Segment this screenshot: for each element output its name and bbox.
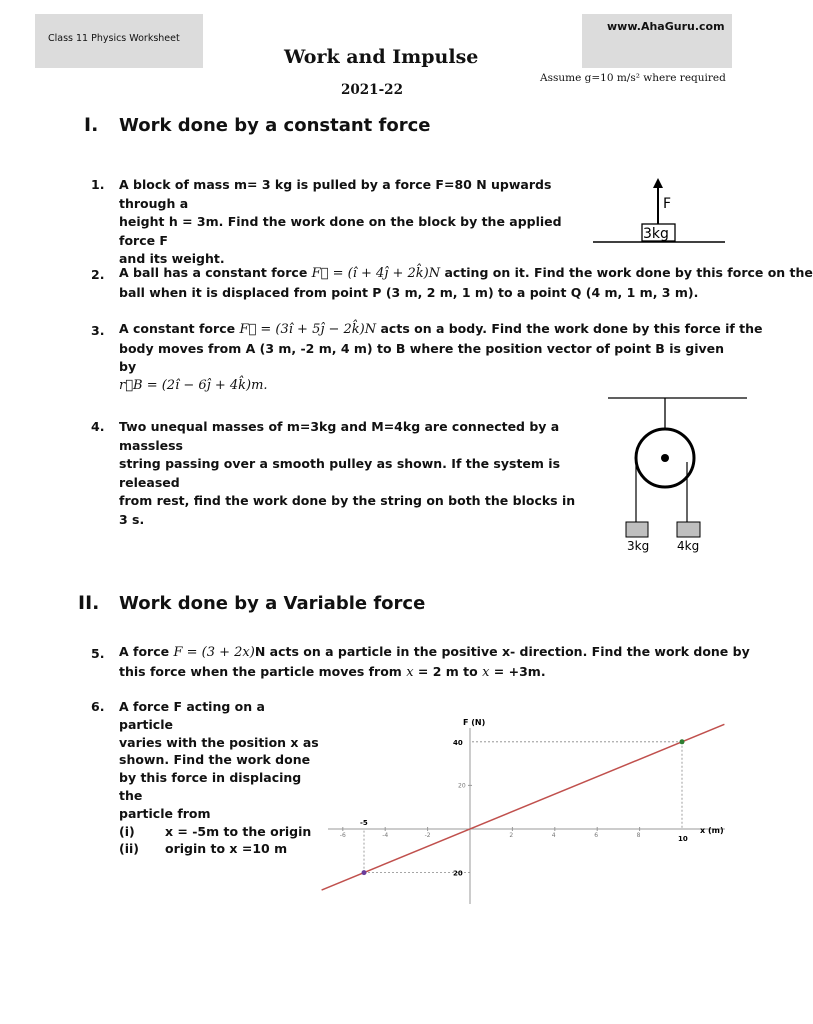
q5-text: A force F = (3 + 2x)N acts on a particle in the positive x- direction. Find the work done by this force when the particle moves from x = 2 m to x = +3m. <box>119 644 750 680</box>
x-value-label: -5 <box>360 819 368 827</box>
x-tick-label: 2 <box>509 832 514 839</box>
right-block <box>677 522 700 537</box>
x-tick-label: 8 <box>636 832 641 839</box>
section-1-title: Work done by a constant force <box>119 115 431 136</box>
page-year: 2021-22 <box>341 82 403 98</box>
x-tick-label: -2 <box>424 832 431 839</box>
gravity-note: Assume g=10 m/s² where required <box>540 72 726 84</box>
section-2-number: II. <box>78 592 100 614</box>
right-block-label: 4kg <box>677 539 700 553</box>
data-point <box>680 739 685 744</box>
y-tick-label: 20 <box>458 782 466 790</box>
website-link[interactable]: www.AhaGuru.com <box>607 20 725 33</box>
x-axis-label: x (m) <box>700 826 724 835</box>
q6-number: 6. <box>91 699 105 714</box>
y-value-label: 40 <box>453 738 463 747</box>
section-1-number: I. <box>84 114 99 136</box>
worksheet-label: Class 11 Physics Worksheet <box>48 33 180 44</box>
block-label: 3kg <box>643 226 669 242</box>
section-2-title: Work done by a Variable force <box>119 593 426 614</box>
q1-figure <box>590 172 730 248</box>
q3-text: A constant force F⃗ = (3î + 5ĵ − 2k̂)N acts on a body. Find the work done by this force if the body moves from A (3 m, -2 m, 4 m) to B where the position vector of point B is given by r⃗B = (2î − 6ĵ + 4k̂)m. <box>119 321 763 393</box>
q1-text: A block of mass m= 3 kg is pulled by a force F=80 N upwards through a height h = 3m. Find the work done on the block by the applied force F and its weight. <box>119 177 562 266</box>
x-tick-label: 6 <box>594 832 599 839</box>
y-value-label: 20 <box>453 869 463 878</box>
force-position-graph <box>320 712 732 912</box>
x-tick-label: -6 <box>339 832 346 839</box>
q4-number: 4. <box>91 419 105 434</box>
pulley-axle <box>661 454 669 462</box>
x-value-label: 10 <box>678 835 688 843</box>
y-axis-label: F (N) <box>463 718 486 727</box>
q4-text: Two unequal masses of m=3kg and M=4kg are connected by a massless string passing over a smooth pulley as shown. If the system is released from rest, find the work done by the string on both the blocks in 3 s. <box>119 419 576 527</box>
q2-text: A ball has a constant force F⃗ = (î + 4ĵ + 2k̂)N acting on it. Find the work done by this force on the ball when it is displaced from point P (3 m, 2 m, 1 m) to a point Q (4 m, 1 m, 3 m). <box>119 265 813 300</box>
q3-number: 3. <box>91 323 105 338</box>
q6-text: A force F acting on a particle varies with the position x as shown. Find the work done by this force in displacing the particle from (i) x = -5m to the origin (ii) origin to x =10 m <box>119 699 319 857</box>
data-point <box>362 870 367 875</box>
force-label: F <box>663 196 672 212</box>
left-block <box>626 522 648 537</box>
q1-number: 1. <box>91 177 105 192</box>
x-tick-label: -4 <box>382 832 389 839</box>
q5-number: 5. <box>91 646 105 661</box>
left-block-label: 3kg <box>627 539 650 553</box>
q2-number: 2. <box>91 267 105 282</box>
pulley-figure <box>605 392 750 557</box>
force-line <box>322 724 725 890</box>
page-title: Work and Impulse <box>284 46 479 68</box>
x-tick-label: 4 <box>551 832 556 839</box>
